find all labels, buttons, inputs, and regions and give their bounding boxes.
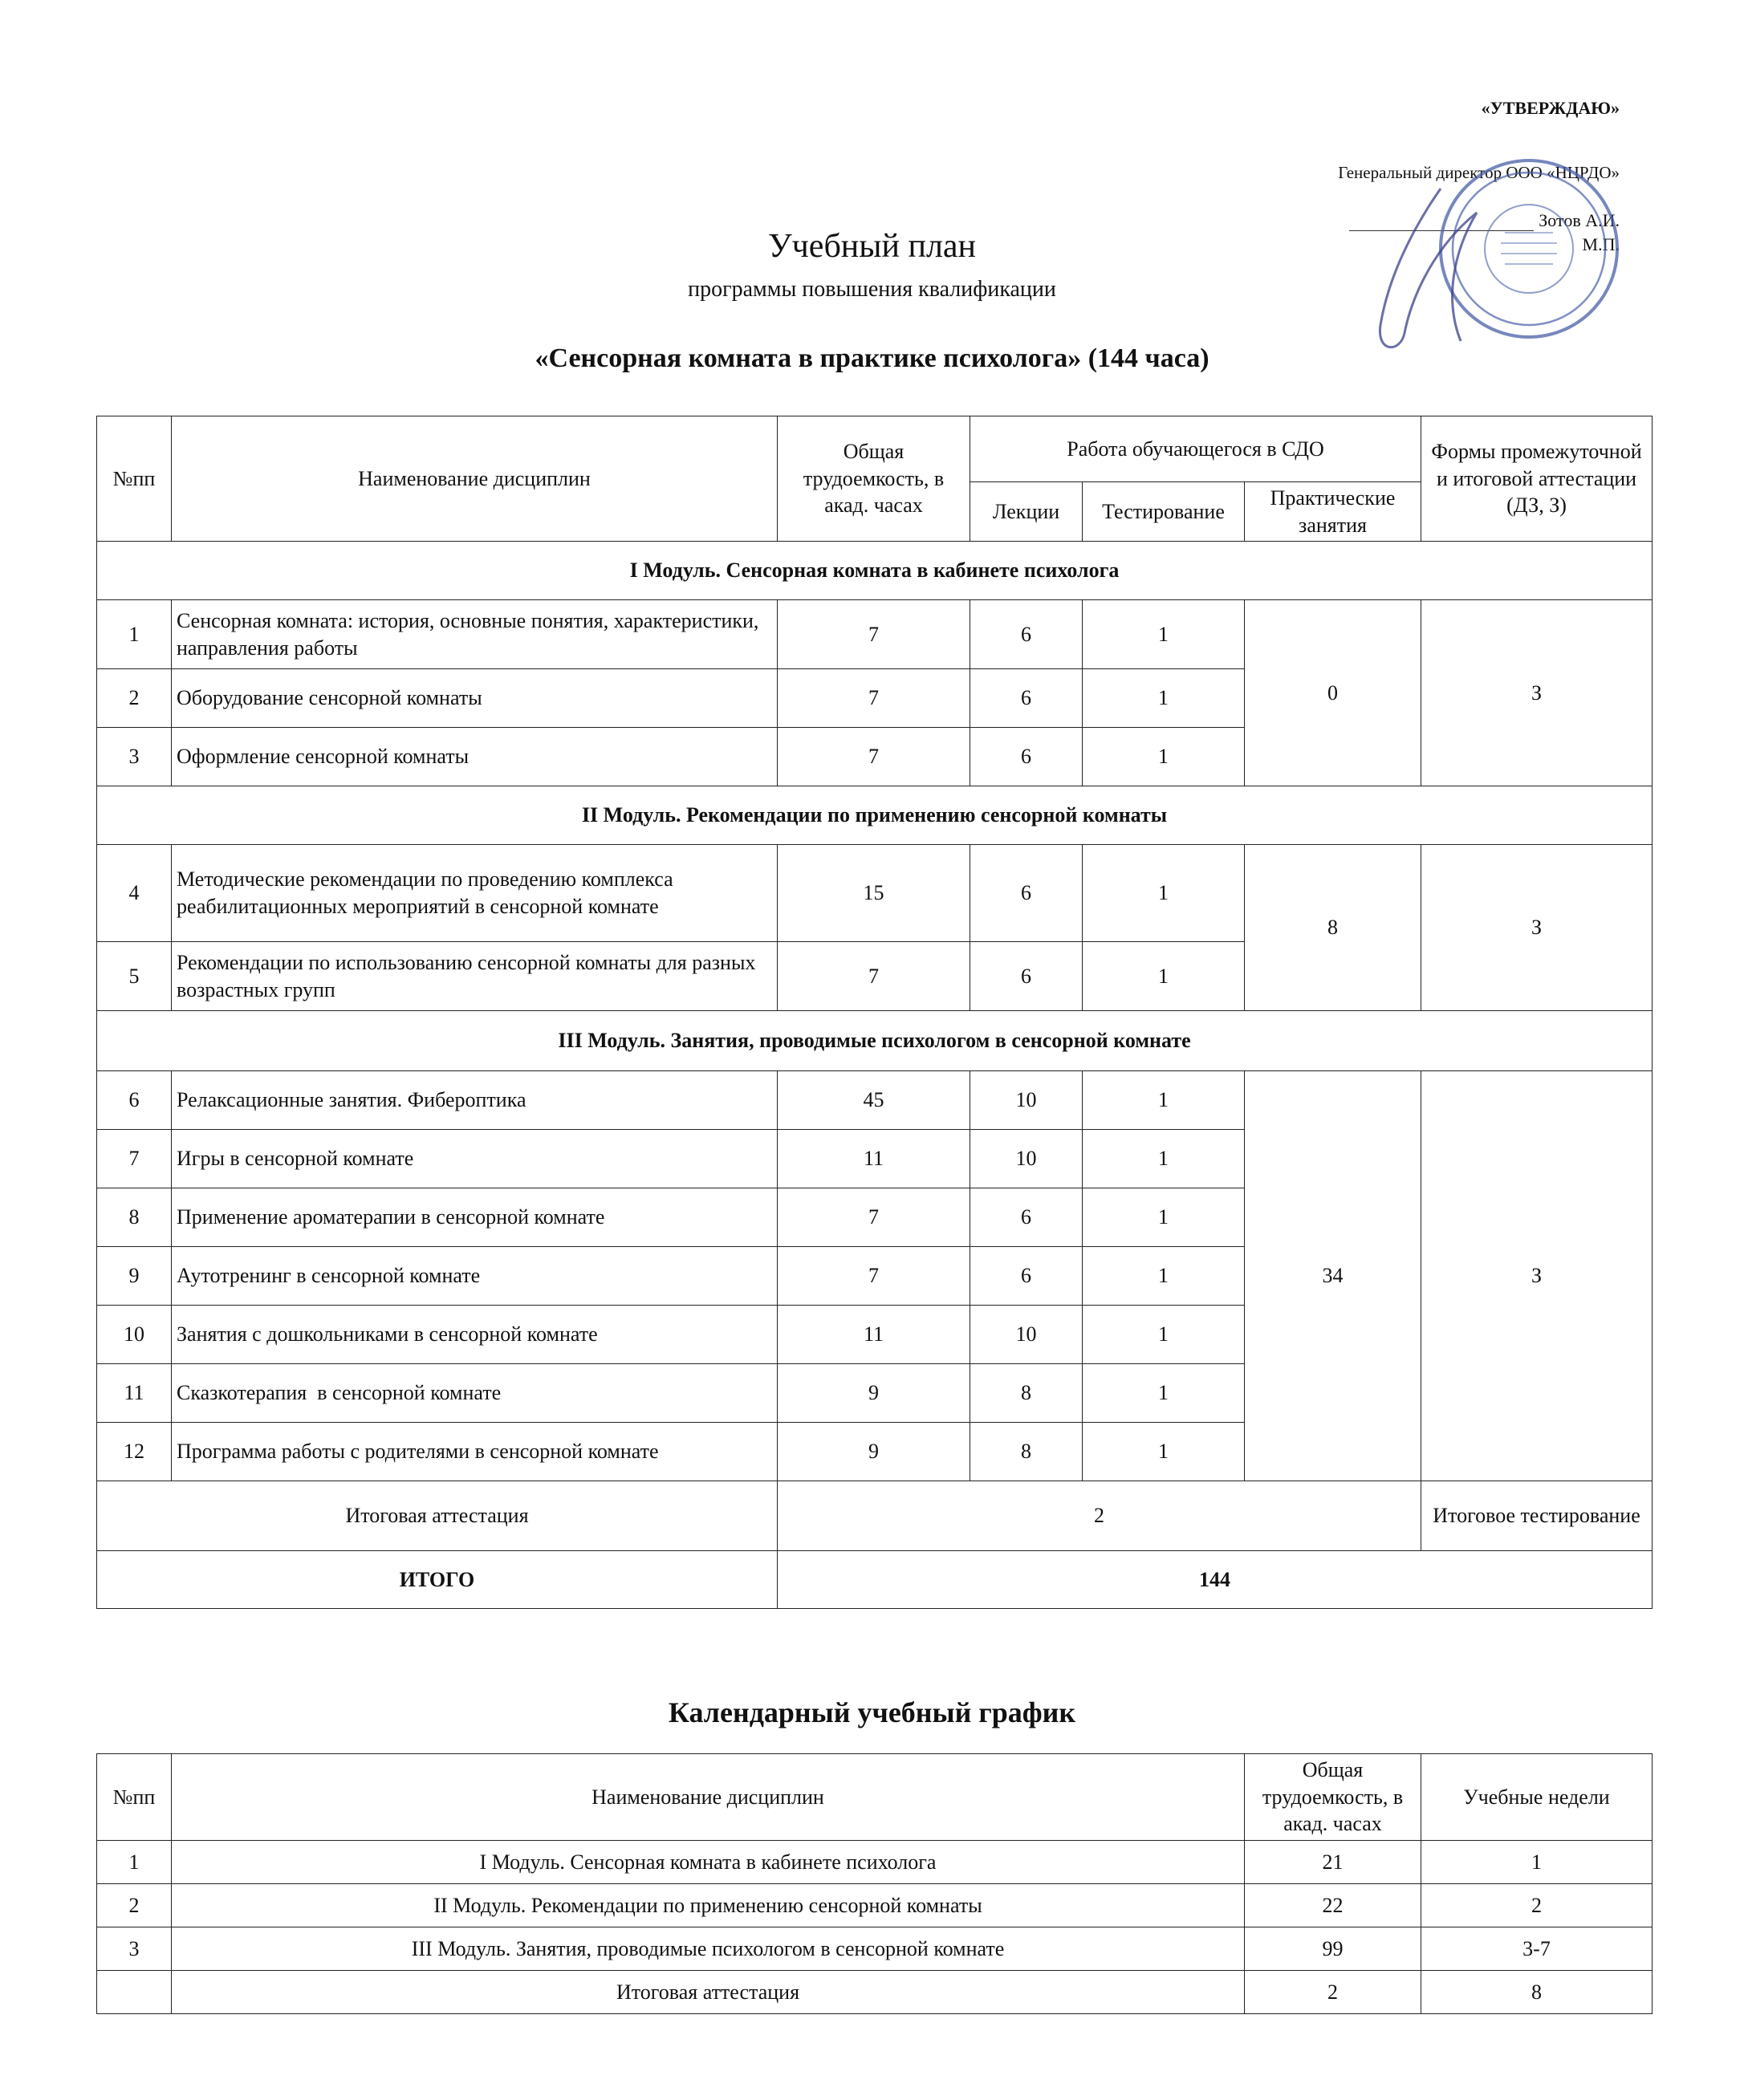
module-form: З bbox=[1421, 845, 1653, 1011]
row-lectures: 10 bbox=[970, 1071, 1083, 1130]
row-name: Программа работы с родителями в сенсорной комнате bbox=[172, 1423, 778, 1481]
cal-row-weeks: 2 bbox=[1421, 1884, 1653, 1927]
row-name: Применение ароматерапии в сенсорной комнате bbox=[172, 1188, 778, 1247]
row-testing: 1 bbox=[1083, 1071, 1245, 1130]
module-practice: 8 bbox=[1245, 845, 1421, 1011]
calendar-title: Календарный учебный график bbox=[668, 1696, 1076, 1728]
row-lectures: 6 bbox=[970, 942, 1083, 1011]
module-practice: 0 bbox=[1245, 600, 1421, 786]
row-lectures: 6 bbox=[970, 728, 1083, 786]
row-total: 7 bbox=[778, 728, 970, 786]
row-total: 11 bbox=[778, 1130, 970, 1188]
row-total: 15 bbox=[778, 845, 970, 942]
row-num: 11 bbox=[97, 1364, 172, 1423]
final-attestation-hours: 2 bbox=[778, 1481, 1421, 1551]
study-plan-table bbox=[96, 416, 1653, 1609]
cal-row-total: 2 bbox=[1245, 1971, 1421, 2014]
row-testing: 1 bbox=[1083, 1306, 1245, 1364]
row-testing: 1 bbox=[1083, 1247, 1245, 1306]
row-lectures: 10 bbox=[970, 1130, 1083, 1188]
row-testing: 1 bbox=[1083, 942, 1245, 1011]
row-name: Оборудование сенсорной комнаты bbox=[172, 669, 778, 728]
row-num: 2 bbox=[97, 669, 172, 728]
row-total: 7 bbox=[778, 1247, 970, 1306]
row-testing: 1 bbox=[1083, 1130, 1245, 1188]
cal-row-weeks: 3-7 bbox=[1421, 1927, 1653, 1971]
row-num: 1 bbox=[97, 600, 172, 669]
row-num: 9 bbox=[97, 1247, 172, 1306]
row-name: Оформление сенсорной комнаты bbox=[172, 728, 778, 786]
cal-row-num: 3 bbox=[97, 1927, 172, 1971]
final-attestation-form: Итоговое тестирование bbox=[1421, 1481, 1653, 1551]
row-total: 7 bbox=[778, 669, 970, 728]
program-title: «Сенсорная комната в практике психолога» (144 часа) bbox=[535, 343, 1209, 373]
row-num: 8 bbox=[97, 1188, 172, 1247]
row-name: Сенсорная комната: история, основные понятия, характеристики, направления работы bbox=[172, 600, 778, 669]
row-num: 7 bbox=[97, 1130, 172, 1188]
row-total: 7 bbox=[778, 600, 970, 669]
module-practice: 34 bbox=[1245, 1071, 1421, 1481]
total-label: ИТОГО bbox=[97, 1551, 778, 1609]
row-lectures: 10 bbox=[970, 1306, 1083, 1364]
cal-row-name: II Модуль. Рекомендации по применению сенсорной комнаты bbox=[172, 1884, 1245, 1927]
row-testing: 1 bbox=[1083, 1188, 1245, 1247]
approval-mark: «УТВЕРЖДАЮ» bbox=[1481, 98, 1620, 118]
cal-row-weeks: 1 bbox=[1421, 1841, 1653, 1884]
cal-row-num bbox=[97, 1971, 172, 2014]
cal-header-weeks: Учебные недели bbox=[1421, 1754, 1653, 1841]
row-num: 12 bbox=[97, 1423, 172, 1481]
header-num: №пп bbox=[97, 416, 172, 542]
cal-row-total: 99 bbox=[1245, 1927, 1421, 1971]
row-name: Методические рекомендации по проведению комплекса реабилитационных мероприятий в сенсорной комнате bbox=[172, 845, 778, 942]
header-name: Наименование дисциплин bbox=[172, 416, 778, 542]
calendar-table bbox=[96, 1753, 1653, 2014]
row-name: Рекомендации по использованию сенсорной комнаты для разных возрастных групп bbox=[172, 942, 778, 1011]
row-num: 4 bbox=[97, 845, 172, 942]
row-testing: 1 bbox=[1083, 600, 1245, 669]
row-testing: 1 bbox=[1083, 669, 1245, 728]
module-title: II Модуль. Рекомендации по применению сенсорной комнаты bbox=[97, 786, 1653, 845]
row-num: 6 bbox=[97, 1071, 172, 1130]
row-testing: 1 bbox=[1083, 728, 1245, 786]
cal-row-total: 22 bbox=[1245, 1884, 1421, 1927]
cal-row-weeks: 8 bbox=[1421, 1971, 1653, 2014]
row-testing: 1 bbox=[1083, 1364, 1245, 1423]
row-num: 10 bbox=[97, 1306, 172, 1364]
row-lectures: 6 bbox=[970, 669, 1083, 728]
row-total: 9 bbox=[778, 1423, 970, 1481]
cal-row-num: 2 bbox=[97, 1884, 172, 1927]
row-lectures: 8 bbox=[970, 1364, 1083, 1423]
row-name: Релаксационные занятия. Фибероптика bbox=[172, 1071, 778, 1130]
cal-row-name: Итоговая аттестация bbox=[172, 1971, 1245, 2014]
module-form: З bbox=[1421, 600, 1653, 786]
cal-row-total: 21 bbox=[1245, 1841, 1421, 1884]
cal-header-name: Наименование дисциплин bbox=[172, 1754, 1245, 1841]
row-num: 3 bbox=[97, 728, 172, 786]
header-practice: Практические занятия bbox=[1245, 482, 1421, 542]
row-lectures: 8 bbox=[970, 1423, 1083, 1481]
handwritten-signature bbox=[1364, 181, 1509, 365]
document-subtitle: программы повышения квалификации bbox=[688, 277, 1056, 302]
director-title: Генеральный директор ООО «НЦРДО» bbox=[1338, 163, 1620, 182]
header-work-group: Работа обучающегося в СДО bbox=[970, 416, 1421, 482]
document-title: Учебный план bbox=[767, 228, 977, 265]
module-title: III Модуль. Занятия, проводимые психологом в сенсорной комнате bbox=[97, 1011, 1653, 1071]
cal-row-num: 1 bbox=[97, 1841, 172, 1884]
module-title: I Модуль. Сенсорная комната в кабинете психолога bbox=[97, 542, 1653, 600]
row-num: 5 bbox=[97, 942, 172, 1011]
row-lectures: 6 bbox=[970, 1247, 1083, 1306]
header-forms: Формы промежуточной и итоговой аттестации (ДЗ, З) bbox=[1421, 416, 1653, 542]
row-total: 9 bbox=[778, 1364, 970, 1423]
header-testing: Тестирование bbox=[1083, 482, 1245, 542]
row-name: Аутотренинг в сенсорной комнате bbox=[172, 1247, 778, 1306]
cal-row-name: III Модуль. Занятия, проводимые психологом в сенсорной комнате bbox=[172, 1927, 1245, 1971]
row-lectures: 6 bbox=[970, 1188, 1083, 1247]
seal-place-mark: М.П. bbox=[1582, 234, 1620, 254]
row-total: 7 bbox=[778, 942, 970, 1011]
header-lectures: Лекции bbox=[970, 482, 1083, 542]
header-total: Общая трудоемкость, в акад. часах bbox=[778, 416, 970, 542]
row-total: 11 bbox=[778, 1306, 970, 1364]
row-total: 7 bbox=[778, 1188, 970, 1247]
row-lectures: 6 bbox=[970, 600, 1083, 669]
final-attestation-label: Итоговая аттестация bbox=[97, 1481, 778, 1551]
module-form: З bbox=[1421, 1071, 1653, 1481]
row-name: Сказкотерапия в сенсорной комнате bbox=[172, 1364, 778, 1423]
row-total: 45 bbox=[778, 1071, 970, 1130]
signer-name: Зотов А.И. bbox=[1539, 210, 1620, 230]
row-name: Игры в сенсорной комнате bbox=[172, 1130, 778, 1188]
cal-header-total: Общая трудоемкость, в акад. часах bbox=[1245, 1754, 1421, 1841]
total-hours: 144 bbox=[778, 1551, 1653, 1609]
cal-header-num: №пп bbox=[97, 1754, 172, 1841]
cal-row-name: I Модуль. Сенсорная комната в кабинете психолога bbox=[172, 1841, 1245, 1884]
row-testing: 1 bbox=[1083, 1423, 1245, 1481]
row-lectures: 6 bbox=[970, 845, 1083, 942]
row-name: Занятия с дошкольниками в сенсорной комнате bbox=[172, 1306, 778, 1364]
row-testing: 1 bbox=[1083, 845, 1245, 942]
